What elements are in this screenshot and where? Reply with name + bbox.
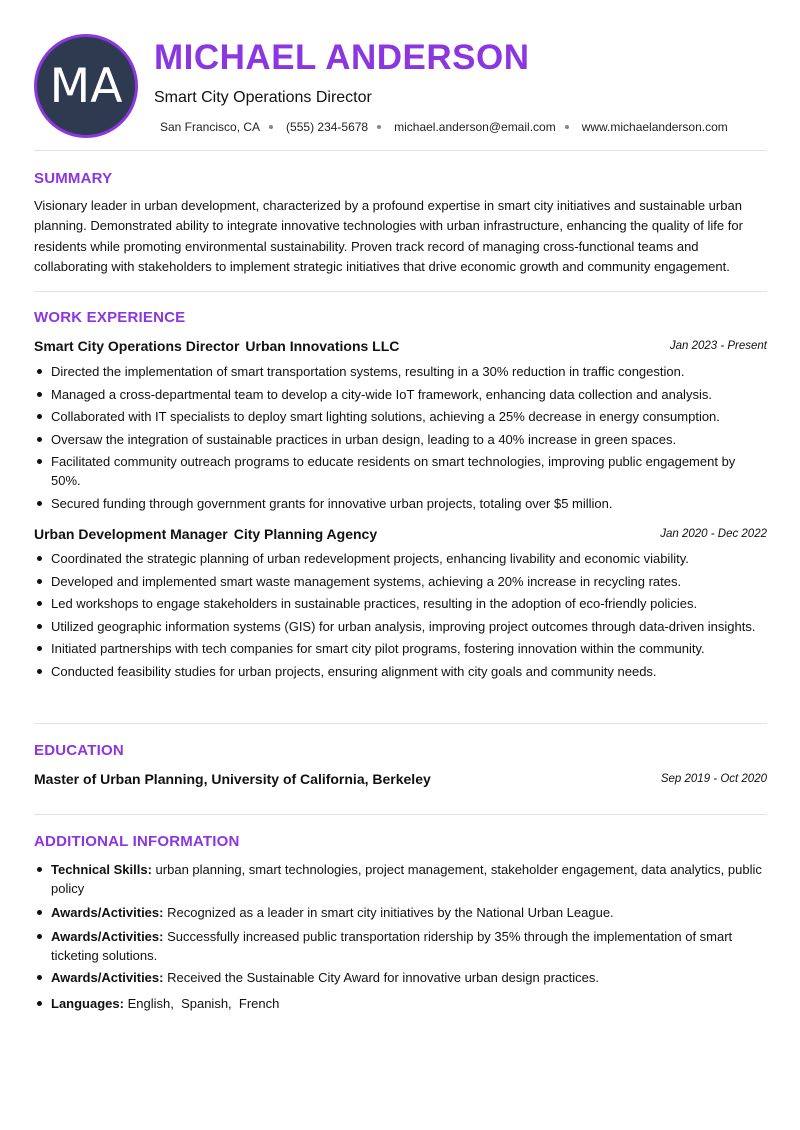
job-bullets <box>34 549 767 684</box>
job-title <box>34 526 377 542</box>
item-text: Successfully increased public transportation ridership by 35% through the implementation of smart ticketing solutions. <box>51 929 733 963</box>
contact-location: San Francisco, CA <box>160 120 261 134</box>
candidate-name: MICHAEL ANDERSON <box>154 38 530 77</box>
job-bullets <box>34 362 767 516</box>
list-item <box>34 927 767 965</box>
list-item: Initiated partnerships with tech companies for smart city pilot programs, fostering innovation within the community. <box>34 639 767 658</box>
list-item: Managed a cross-departmental team to develop a city-wide IoT framework, enhancing data collection and analysis. <box>34 385 767 404</box>
separator-dot-icon <box>565 125 569 129</box>
contact-email[interactable]: michael.anderson@email.com <box>394 120 556 134</box>
list-item: Secured funding through government grants for innovative urban projects, totaling over $5 million. <box>34 494 767 513</box>
list-item <box>34 968 767 987</box>
list-item: Led workshops to engage stakeholders in sustainable practices, resulting in the adoption of eco-friendly policies. <box>34 594 767 613</box>
summary-heading: SUMMARY <box>34 170 113 187</box>
list-item: Facilitated community outreach programs to educate residents on smart technologies, improving public engagement by 50%. <box>34 452 767 490</box>
separator-dot-icon <box>377 125 381 129</box>
additional-heading: ADDITIONAL INFORMATION <box>34 833 240 850</box>
item-label: Technical Skills: <box>51 862 152 877</box>
list-item <box>34 860 767 898</box>
experience-heading: WORK EXPERIENCE <box>34 309 186 326</box>
divider <box>34 291 767 292</box>
item-text: English, Spanish, French <box>127 996 280 1011</box>
job-company: City Planning Agency <box>233 526 378 542</box>
avatar <box>34 34 138 138</box>
avatar-initials: MA <box>49 58 123 114</box>
job-header <box>34 338 767 356</box>
job-role: Urban Development Manager <box>34 526 228 542</box>
list-item: Oversaw the integration of sustainable practices in urban design, leading to a 40% increase in green spaces. <box>34 430 767 449</box>
item-text: Recognized as a leader in smart city initiatives by the National Urban League. <box>167 905 614 920</box>
item-label: Languages: <box>51 996 124 1011</box>
list-item: Utilized geographic information systems (GIS) for urban analysis, improving project outcomes through data-driven insights. <box>34 617 767 636</box>
list-item: Conducted feasibility studies for urban projects, ensuring alignment with city goals and community needs. <box>34 662 767 681</box>
list-item: Coordinated the strategic planning of urban redevelopment projects, enhancing livability and economic viability. <box>34 549 767 568</box>
item-label: Awards/Activities: <box>51 905 164 920</box>
list-item: Developed and implemented smart waste management systems, achieving a 20% increase in recycling rates. <box>34 572 767 591</box>
divider <box>34 150 767 151</box>
contact-bar <box>160 120 728 134</box>
job-dates: Jan 2023 - Present <box>669 340 767 352</box>
item-text: urban planning, smart technologies, project management, stakeholder engagement, data analytics, public policy <box>51 862 762 896</box>
job-company: Urban Innovations LLC <box>245 338 400 354</box>
job-role: Smart City Operations Director <box>34 338 240 354</box>
divider <box>34 723 767 724</box>
job-dates: Jan 2020 - Dec 2022 <box>660 528 767 540</box>
contact-website[interactable]: www.michaelanderson.com <box>581 120 728 134</box>
additional-list <box>34 860 767 1018</box>
list-item <box>34 903 767 922</box>
job-header <box>34 526 767 544</box>
item-label: Awards/Activities: <box>51 929 164 944</box>
divider <box>34 814 767 815</box>
education-entry <box>34 771 767 789</box>
candidate-title: Smart City Operations Director <box>154 89 372 106</box>
list-item: Collaborated with IT specialists to deploy smart lighting solutions, achieving a 25% decrease in energy consumption. <box>34 407 767 426</box>
job-title <box>34 338 399 354</box>
summary-text: Visionary leader in urban development, characterized by a profound expertise in smart city initiatives and sustainable urban planning. Demonstrated ability to integrate innovative technologies with urban infrastructure, enhancing the quality of life for residents while promoting environmental sustainability. Proven track record of managing cross-functional teams and collaborating with stakeholders to implement strategic initiatives that drive economic growth and community engagement. <box>34 198 743 274</box>
item-label: Awards/Activities: <box>51 970 164 985</box>
education-heading: EDUCATION <box>34 742 124 759</box>
list-item: Directed the implementation of smart transportation systems, resulting in a 30% reduction in traffic congestion. <box>34 362 767 381</box>
education-degree: Master of Urban Planning, University of California, Berkeley <box>34 771 431 787</box>
list-item <box>34 994 767 1013</box>
separator-dot-icon <box>269 125 273 129</box>
contact-phone[interactable]: (555) 234-5678 <box>286 120 369 134</box>
item-text: Received the Sustainable City Award for innovative urban design practices. <box>167 970 599 985</box>
education-dates: Sep 2019 - Oct 2020 <box>660 773 767 785</box>
